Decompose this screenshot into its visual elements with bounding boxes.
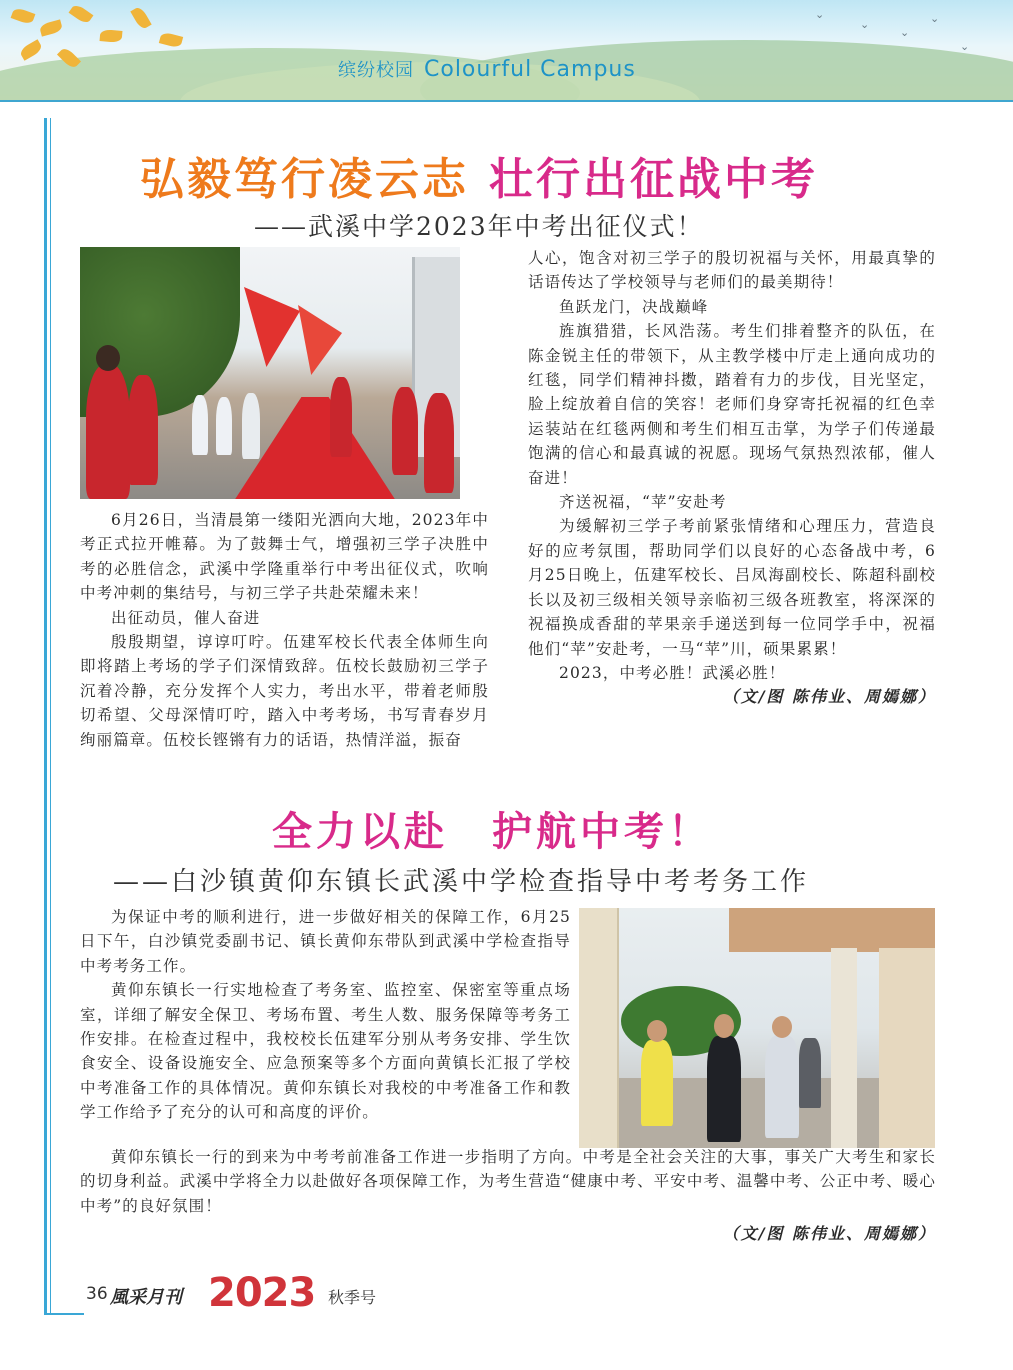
issue-season: 秋季号	[328, 1288, 377, 1307]
photo-person	[707, 1036, 741, 1142]
leaf-icon	[69, 3, 94, 25]
photo-flag	[298, 305, 342, 375]
photo-person	[765, 1036, 799, 1138]
photo-person-head	[647, 1020, 667, 1042]
page-number: 36	[86, 1284, 108, 1304]
section-title-cn: 缤纷校园	[338, 60, 414, 81]
leaf-icon	[100, 29, 123, 43]
subheading: 齐送祝福，“苹”安赴考	[559, 493, 727, 512]
header-divider	[0, 100, 1013, 102]
article2-title: 全力以赴 护航中考！	[272, 809, 712, 855]
article1-credit: （文/图 陈伟业、周嫣娜）	[722, 687, 936, 707]
article1-title-part-a: 弘毅笃行凌云志	[140, 154, 469, 205]
article1-subtitle: ——武溪中学2023年中考出征仪式！	[254, 212, 704, 241]
article1-right-column	[528, 246, 936, 709]
photo-person	[424, 393, 454, 493]
leaf-icon	[11, 7, 36, 26]
photo-person-head	[772, 1016, 792, 1038]
photo-person	[216, 397, 232, 455]
photo-person	[641, 1040, 673, 1126]
footer-rule	[44, 1313, 84, 1315]
photo-wall	[879, 948, 935, 1148]
issue-year: 2023	[208, 1270, 316, 1316]
article2-credit: （文/图 陈伟业、周嫣娜）	[722, 1224, 936, 1243]
paragraph: 旌旗猎猎，长风浩荡。考生们排着整齐的队伍，在陈金锐主任的带领下，从主教学楼中厅走上通向成功的红毯，同学们精神抖擞，踏着有力的步伐，目光坚定，脸上绽放着自信的笑容！老师们身穿寄托祝福的红色幸运装站在红毯两侧和考生们相互击掌，为学子们传递最饱满的信心和最真诚的祝愿。现场气氛热烈浓郁，催人奋进！	[528, 322, 936, 487]
subheading: 鱼跃龙门，决战巅峰	[559, 297, 709, 316]
section-title-en: Colourful Campus	[424, 57, 636, 82]
article2-full-width	[80, 1145, 936, 1218]
leaf-icon	[130, 5, 151, 30]
bird-icon: ⌄	[960, 40, 970, 53]
paragraph: 黄仰东镇长一行的到来为中考考前准备工作进一步指明了方向。中考是全社会关注的大事，事关广大考生和家长的切身利益。武溪中学将全力以赴做好各项保障工作，为考生营造“健康中考、平安中考、温馨中考、公正中考、暖心中考”的良好氛围！	[80, 1148, 936, 1215]
paragraph: 黄仰东镇长一行实地检查了考务室、监控室、保密室等重点场室，详细了解安全保卫、考场布置、考生人数、服务保障等考务工作安排。在检查过程中，我校校长伍建军分别从考务安排、学生饮食安全、设备设施安全、应急预案等多个方面向黄镇长汇报了学校中考准备工作的具体情况。黄仰东镇长对我校的中考准备工作和教学工作给予了充分的认可和高度的评价。	[80, 981, 571, 1122]
paragraph: 殷殷期望，谆谆叮咛。伍建军校长代表全体师生向即将踏上考场的学子们深情致辞。伍校长鼓励初三学子沉着冷静，充分发挥个人实力，考出水平，带着老师殷切希望、父母深情叮咛，踏入中考考场，书写青春岁月绚丽篇章。伍校长铿锵有力的话语，热情洋溢，振奋	[80, 633, 489, 749]
photo-roof	[729, 908, 935, 952]
leaf-icon	[159, 31, 183, 48]
header-banner	[0, 0, 1013, 102]
article2-left-column	[80, 905, 571, 1125]
margin-rule	[50, 118, 51, 1313]
paragraph: 人心，饱含对初三学子的殷切祝福与关怀，用最真挚的话语传达了学校领导与老师们的最美期待！	[528, 249, 936, 292]
photo-wall	[579, 908, 619, 1148]
article1-left-column	[80, 508, 489, 752]
article2-photo	[579, 908, 935, 1148]
bird-icon: ⌄	[815, 8, 825, 21]
paragraph: 为保证中考的顺利进行，进一步做好相关的保障工作，6月25日下午，白沙镇党委副书记、镇长黄仰东带队到武溪中学检查指导中考考务工作。	[80, 908, 571, 975]
paragraph: 6月26日，当清晨第一缕阳光洒向大地，2023年中考正式拉开帷幕。为了鼓舞士气，增强初三学子决胜中考的必胜信念，武溪中学隆重举行中考出征仪式，吹响中考冲刺的集结号，与初三学子共赴荣耀未来！	[80, 511, 489, 603]
photo-flag	[244, 287, 300, 367]
leaf-icon	[18, 39, 43, 60]
photo-person	[86, 365, 130, 499]
article2-subtitle: ——白沙镇黄仰东镇长武溪中学检查指导中考考务工作	[113, 867, 810, 897]
photo-person-head	[714, 1014, 734, 1038]
bird-icon: ⌄	[930, 12, 940, 25]
article1-title-part-b: 壮行出征战中考	[489, 154, 818, 205]
photo-person-head	[96, 345, 120, 371]
leaf-icon	[39, 19, 63, 36]
paragraph: 为缓解初三学子考前紧张情绪和心理压力，营造良好的应考氛围，帮助同学们以良好的心态备战中考，6月25日晚上，伍建军校长、吕凤海副校长、陈超科副校长以及初三级相关领导亲临初三级各班教室，将深深的祝福换成香甜的苹果亲手递送到每一位同学手中，祝福他们“苹”安赴考，一马“苹”川，硕果累累！	[528, 517, 936, 658]
photo-person	[128, 375, 158, 485]
photo-person	[799, 1038, 821, 1108]
photo-person	[192, 395, 208, 455]
bird-icon: ⌄	[900, 26, 910, 39]
photo-person	[392, 387, 418, 475]
bird-icon: ⌄	[860, 18, 870, 31]
magazine-name: 風采月刊	[110, 1287, 182, 1308]
photo-pillar	[831, 948, 857, 1148]
paragraph: 2023，中考必胜！武溪必胜！	[559, 663, 786, 682]
article2-credit-wrap	[580, 1222, 936, 1246]
margin-rule	[44, 118, 47, 1313]
article1-photo	[80, 247, 460, 499]
subheading: 出征动员，催人奋进	[111, 608, 261, 627]
section-title	[338, 56, 636, 82]
photo-person	[330, 377, 352, 457]
photo-person	[242, 393, 260, 459]
article1-title	[140, 143, 818, 207]
